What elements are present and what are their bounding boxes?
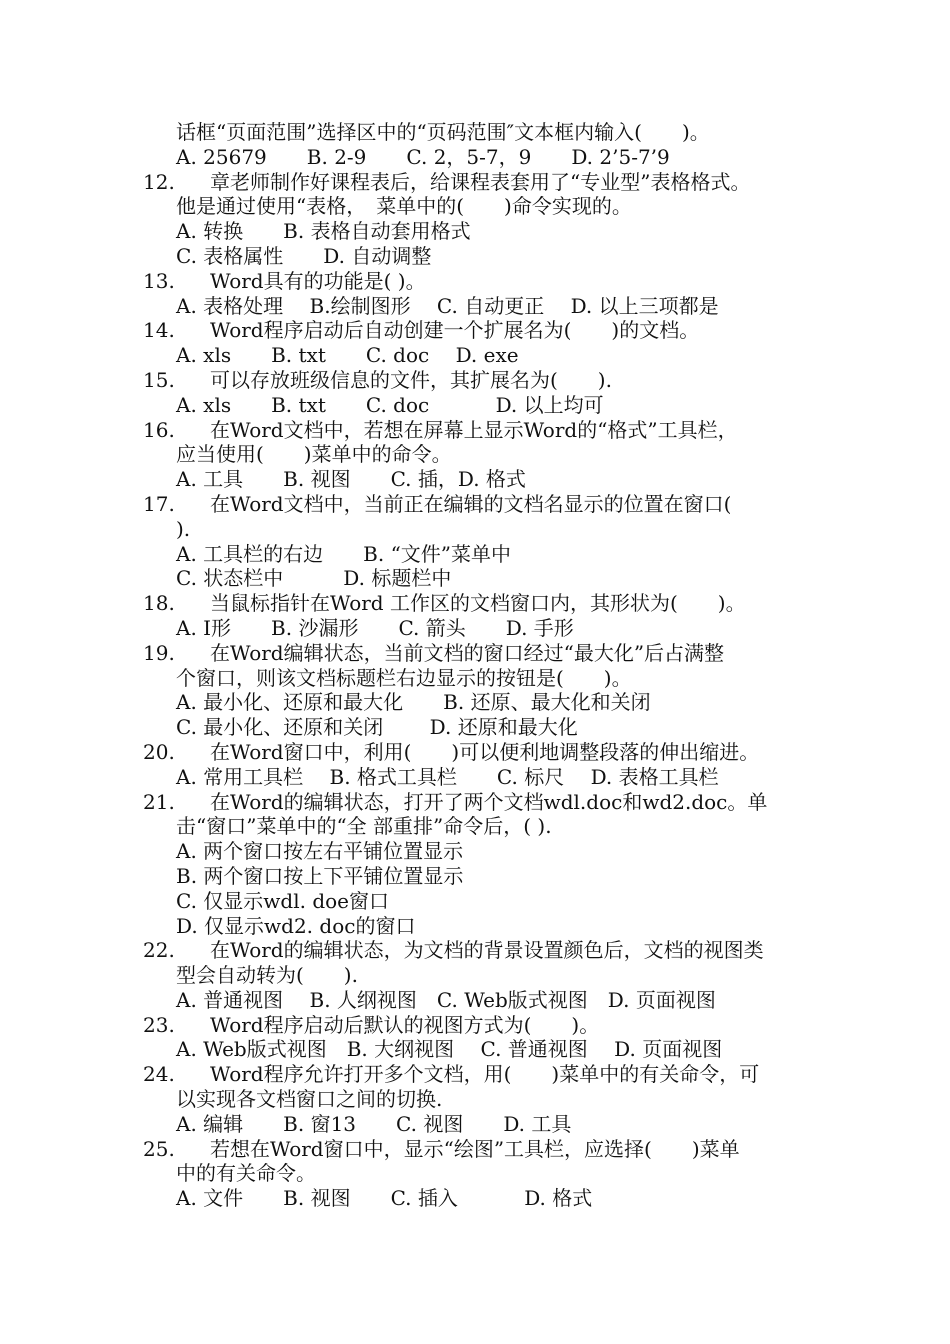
question-number: 22. [143,938,175,963]
question-number: 20. [143,739,175,764]
question-text: 在Word窗口中，利用( )可以便利地调整段落的伸出缩进。 [210,739,760,764]
question-continuation [0,517,950,542]
options-text: A. 工具 B. 视图 C. 插，D. 格式 [176,467,526,492]
question-text: Word程序启动后默认的视图方式为( )。 [210,1012,600,1037]
options-line [0,1186,950,1211]
question-number: 13. [143,268,175,293]
options-line [0,839,950,864]
question-continuation [0,963,950,988]
question-continuation [0,1161,950,1186]
options-text: A. 普通视图 B. 人纲视图 C. Web版式视图 D. 页面视图 [176,987,716,1012]
question-number: 19. [143,640,175,665]
options-text: A. 常用工具栏 B. 格式工具栏 C. 标尺 D. 表格工具栏 [176,764,719,789]
options-line [0,343,950,368]
question-line [0,641,950,666]
question-number: 23. [143,1012,175,1037]
question-number: 17. [143,491,175,516]
continuation-text: 中的有关命令。 [176,1161,316,1186]
options-line [0,765,950,790]
options-text: A. 25679 B. 2-9 C. 2，5-7，9 D. 2’5-7’9 [176,144,670,169]
question-text: 当鼠标指针在Word 工作区的文档窗口内，其形状为( )。 [210,591,746,616]
options-line [0,914,950,939]
question-line [0,418,950,443]
options-line [0,1037,950,1062]
question-text: 在Word的编辑状态，打开了两个文档wdl.doc和wd2.doc。单 [210,789,768,814]
question-text: Word具有的功能是( )。 [210,268,426,293]
question-text: 在Word文档中，当前正在编辑的文档名显示的位置在窗口( [210,491,732,516]
continuation-text: 应当使用( )菜单中的命令。 [176,442,452,467]
question-number: 21. [143,789,175,814]
options-text: A. 转换 B. 表格自动套用格式 [176,219,471,244]
question-text: 在Word的编辑状态，为文档的背景设置颜色后，文档的视图类 [210,938,764,963]
options-line [0,244,950,269]
question-number: 18. [143,591,175,616]
options-text: A. I形 B. 沙漏形 C. 箭头 D. 手形 [176,615,574,640]
continuation-text: 以实现各文档窗口之间的切换. [176,1087,443,1112]
question-number: 12. [143,169,175,194]
options-line [0,467,950,492]
question-line [0,740,950,765]
question-line [0,938,950,963]
question-text: 章老师制作好课程表后，给课程表套用了“专业型”表格格式。 [210,169,751,194]
continuation-text: 个窗口，则该文档标题栏右边显示的按钮是( )。 [176,665,632,690]
question-text: 可以存放班级信息的文件，其扩展名为( ). [210,367,612,392]
question-number: 25. [143,1136,175,1161]
continuation-text: 击“窗口”菜单中的“全 部重排”命令后，( ). [176,814,552,839]
question-text: Word程序启动后自动创建一个扩展名为( )的文档。 [210,318,700,343]
question-continuation [0,120,950,145]
options-line [0,889,950,914]
question-line [0,790,950,815]
question-text: 在Word编辑状态，当前文档的窗口经过“最大化”后占满整 [210,640,725,665]
question-line [0,269,950,294]
options-line [0,988,950,1013]
options-text: B. 两个窗口按上下平铺位置显示 [176,863,464,888]
question-number: 14. [143,318,175,343]
question-line [0,1013,950,1038]
options-text: A. xls B. txt C. doc D. 以上均可 [176,392,604,417]
options-text: A. 工具栏的右边 B. “文件”菜单中 [176,541,512,566]
question-continuation [0,1087,950,1112]
options-line [0,294,950,319]
options-line [0,616,950,641]
options-text: D. 仅显示wd2. doc的窗口 [176,913,416,938]
options-text: A. 最小化、还原和最大化 B. 还原、最大化和关闭 [176,690,651,715]
options-text: A. 文件 B. 视图 C. 插入 D. 格式 [176,1186,593,1211]
question-continuation [0,666,950,691]
question-line [0,492,950,517]
options-line [0,690,950,715]
question-continuation [0,194,950,219]
options-text: C. 最小化、还原和关闭 D. 还原和最大化 [176,715,578,740]
options-line [0,566,950,591]
options-line [0,542,950,567]
options-line [0,219,950,244]
document-page [0,120,950,1211]
options-line [0,864,950,889]
question-line [0,1137,950,1162]
options-text: A. xls B. txt C. doc D. exe [176,343,519,368]
question-line [0,368,950,393]
question-continuation [0,442,950,467]
continuation-text: ). [176,516,191,541]
options-text: C. 仅显示wdl. doe窗口 [176,888,390,913]
question-line [0,170,950,195]
options-line [0,393,950,418]
continuation-text: 型会自动转为( ). [176,963,358,988]
continuation-text: 话框“页面范围”选择区中的“页码范围″文本框内输入( )。 [176,120,710,144]
options-text: A. Web版式视图 B. 大纲视图 C. 普通视图 D. 页面视图 [176,1037,723,1062]
question-text: 在Word文档中，若想在屏幕上显示Word的“格式”工具栏， [210,417,738,442]
options-text: A. 编辑 B. 窗13 C. 视图 D. 工具 [176,1111,572,1136]
options-line [0,1112,950,1137]
question-line [0,1062,950,1087]
options-text: A. 表格处理 B.绘制图形 C. 自动更正 D. 以上三项都是 [176,293,719,318]
question-line [0,591,950,616]
question-line [0,318,950,343]
question-continuation [0,814,950,839]
options-text: C. 表格属性 D. 自动调整 [176,243,432,268]
continuation-text: 他是通过使用“表格， 菜单中的( )命令实现的。 [176,194,632,219]
question-text: 若想在Word窗口中，显示“绘图”工具栏，应选择( )菜单 [210,1136,740,1161]
question-text: Word程序允许打开多个文档，用( )菜单中的有关命令，可 [210,1062,760,1087]
question-number: 24. [143,1062,175,1087]
options-text: A. 两个窗口按左右平铺位置显示 [176,839,464,864]
options-line [0,145,950,170]
question-number: 16. [143,417,175,442]
question-number: 15. [143,367,175,392]
options-line [0,715,950,740]
options-text: C. 状态栏中 D. 标题栏中 [176,566,452,591]
